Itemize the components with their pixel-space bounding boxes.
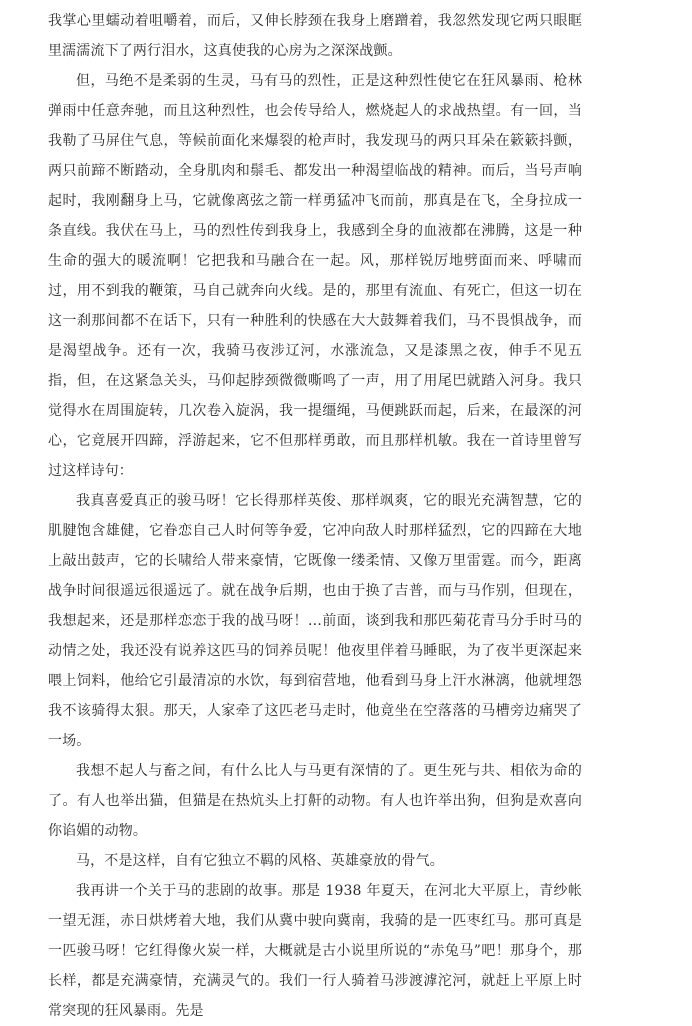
document-body (48, 6, 582, 1026)
paragraph-1: 我掌心里蠕动着咀嚼着，而后，又伸长脖颈在我身上磨蹭着，我忽然发现它两只眼眶里濡濡流下了两行泪水，这真使我的心房为之深深战颤。 (48, 13, 582, 59)
paragraph-4: 我想不起人与畜之间，有什么比人与马更有深情的了。更生死与共、相依为命的了。有人也举出猫，但猫是在热炕头上打鼾的动物。有人也许举出狗，但狗是欢喜向你谄媚的动物。 (48, 763, 582, 839)
paragraph-5: 马，不是这样，自有它独立不羁的风格、英雄豪放的骨气。 (76, 853, 444, 869)
paragraph-3: 我真喜爱真正的骏马呀！它长得那样英俊、那样飒爽，它的眼光充满智慧，它的肌腱饱含雄健，它眷恋自己人时何等争爱，它冲向敌人时那样猛烈，它的四蹄在大地上敲出鼓声，它的长啸给人带来豪情，它既像一缕柔情、又像万里雷霆。而今，距离战争时间很遥远很遥远了。就在战争后期，也由于换了吉普，而与马作别，但现在，我想起来，还是那样恋恋于我的战马呀！…前面，谈到我和那匹菊花青马分手时马的动情之处，我还没有说养这匹马的饲养员呢！他夜里伴着马睡眠，为了夜半更深起来喂上饲料，他给它引最清凉的水饮，每到宿营地，他看到马身上汗水淋漓，他就埋怨我不该骑得太狠。那天，人家牵了这匹老马走时，他竟坐在空落落的马槽旁边痛哭了一场。 (48, 493, 582, 749)
paragraph-6: 我再讲一个关于马的悲剧的故事。那是 1938 年夏天，在河北大平原上，青纱帐一望无涯，赤日烘烤着大地，我们从冀中驶向冀南，我骑的是一匹枣红马。那可真是一匹骏马呀！它红得像火炭一样，大概就是古小说里所说的“赤兔马”吧！那身个，那长样，都是充满豪情，充满灵气的。我们一行人骑着马涉渡滹沱河，就赶上平原上时常突现的狂风暴雨。先是 (48, 883, 582, 1019)
paragraph-2: 但，马绝不是柔弱的生灵，马有马的烈性，正是这种烈性使它在狂风暴雨、枪林弹雨中任意奔驰，而且这种烈性，也会传导给人，燃烧起人的求战热望。有一回，当我勒了马屏住气息，等候前面化来爆裂的枪声时，我发现马的两只耳朵在簌簌抖颤，两只前蹄不断踏动，全身肌肉和鬃毛、都发出一种渴望临战的精神。而后，当号声响起时，我刚翻身上马，它就像离弦之箭一样勇猛冲飞而前，那真是在飞，全身拉成一条直线。我伏在马上，马的烈性传到我身上，我感到全身的血液都在沸腾，这是一种生命的强大的暖流啊！它把我和马融合在一起。风，那样锐厉地劈面而来、呼啸而过，用不到我的鞭策，马自己就奔向火线。是的，那里有流血、有死亡，但这一切在这一刹那间都不在话下，只有一种胜利的快感在大大鼓舞着我们，马不畏惧战争，而是渴望战争。还有一次，我骑马夜涉辽河，水涨流急，又是漆黑之夜，伸手不见五指，但，在这紧急关头，马仰起脖颈微微嘶鸣了一声，用了用尾巴就踏入河身。我只觉得水在周围旋转，几次卷入旋涡，我一提缰绳，马便跳跃而起，后来，在最深的河心，它竟展开四蹄，浮游起来，它不但那样勇敢，而且那样机敏。我在一首诗里曾写过这样诗句： (48, 73, 582, 479)
